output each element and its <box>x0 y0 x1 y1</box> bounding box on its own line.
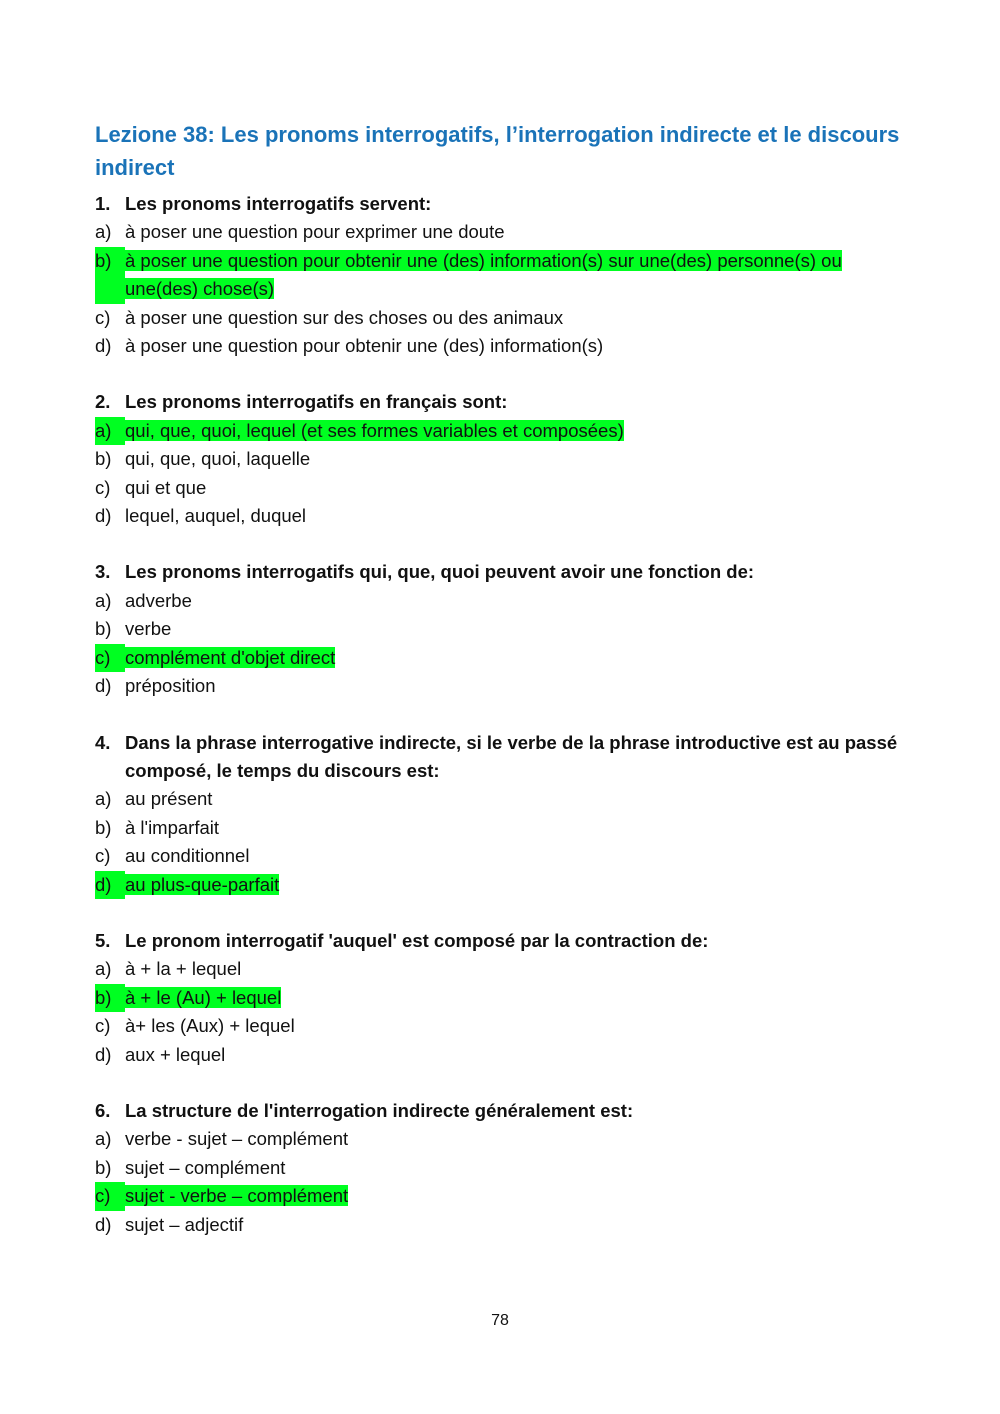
answer-text: verbe <box>125 618 172 640</box>
lesson-title: Lezione 38: Les pronoms interrogatifs, l’interrogation indirecte et le discours indirect <box>95 122 900 180</box>
answer-option-correct <box>95 1182 905 1210</box>
question-heading <box>95 558 905 586</box>
page-number: 78 <box>491 1312 509 1329</box>
answer-option <box>95 445 905 473</box>
answer-text: à + le (Au) + lequel <box>125 986 282 1008</box>
answer-option-correct <box>95 644 905 672</box>
answer-letter: d) <box>95 871 125 899</box>
answer-text: au conditionnel <box>125 845 250 867</box>
answer-option-correct <box>95 984 905 1012</box>
answer-text-wrap <box>125 1182 905 1210</box>
document-page <box>95 118 905 1267</box>
answer-option <box>95 304 905 332</box>
answer-letter: d) <box>95 1043 112 1065</box>
answer-text: complément d'objet direct <box>125 646 336 668</box>
answer-option <box>95 1012 905 1040</box>
answer-text-wrap <box>125 1154 905 1182</box>
answer-option <box>95 1125 905 1153</box>
answer-option <box>95 1154 905 1182</box>
question-number: 4. <box>95 731 111 753</box>
answer-text: à l'imparfait <box>125 816 220 838</box>
answer-text: à poser une question pour exprimer une doute <box>125 221 505 243</box>
question-heading <box>95 1097 905 1125</box>
answer-text: à poser une question pour obtenir une (des) information(s) <box>125 335 604 357</box>
answer-letter: b) <box>95 448 112 470</box>
answer-letter: b) <box>95 816 112 838</box>
question-4 <box>95 729 905 899</box>
answer-text: à poser une question sur des choses ou des animaux <box>125 306 564 328</box>
answer-text-wrap <box>125 474 905 502</box>
answer-text: qui, que, quoi, lequel (et ses formes variables et composées) <box>125 419 624 441</box>
answer-text-wrap <box>125 644 905 672</box>
answer-option <box>95 587 905 615</box>
answer-text-wrap <box>125 984 905 1012</box>
answer-option-correct <box>95 417 905 445</box>
answer-text-wrap <box>125 445 905 473</box>
answer-text-wrap <box>125 218 905 246</box>
answer-text: à+ les (Aux) + lequel <box>125 1015 295 1037</box>
answer-option <box>95 842 905 870</box>
answer-text: sujet – adjectif <box>125 1213 244 1235</box>
question-heading <box>95 190 905 218</box>
answer-letter: c) <box>95 845 111 867</box>
question-number: 2. <box>95 391 111 413</box>
answer-text-wrap <box>125 672 905 700</box>
answer-text-wrap <box>125 1125 905 1153</box>
answer-text-wrap <box>125 955 905 983</box>
question-heading <box>95 388 905 416</box>
answer-option <box>95 474 905 502</box>
answer-letter: d) <box>95 675 112 697</box>
answer-letter: a) <box>95 1128 112 1150</box>
answer-letter: b) <box>95 247 125 304</box>
answer-text-wrap <box>125 785 905 813</box>
answer-letter: a) <box>95 417 125 445</box>
question-text: Les pronoms interrogatifs en français sont: <box>125 391 508 413</box>
answer-option <box>95 785 905 813</box>
answer-letter: b) <box>95 618 112 640</box>
answer-text-wrap <box>125 615 905 643</box>
answer-letter: a) <box>95 221 112 243</box>
answer-text-wrap <box>125 332 905 360</box>
answer-text: lequel, auquel, duquel <box>125 505 307 527</box>
question-text: Les pronoms interrogatifs servent: <box>125 193 432 214</box>
answer-text-wrap <box>125 842 905 870</box>
answer-text-wrap <box>125 304 905 332</box>
question-5 <box>95 927 905 1069</box>
question-list <box>95 190 905 1239</box>
answer-option <box>95 672 905 700</box>
answer-letter: d) <box>95 1213 112 1235</box>
answer-option-correct <box>95 247 905 304</box>
answer-text-wrap <box>125 502 905 530</box>
answer-text-wrap <box>125 814 905 842</box>
question-number: 6. <box>95 1099 111 1121</box>
question-number: 5. <box>95 929 111 951</box>
answer-text-wrap <box>125 1041 905 1069</box>
answer-letter: c) <box>95 306 111 328</box>
answer-letter: b) <box>95 984 125 1012</box>
answer-text: qui et que <box>125 476 207 498</box>
answer-text: qui, que, quoi, laquelle <box>125 448 311 470</box>
answer-letter: b) <box>95 1156 112 1178</box>
answer-text-wrap <box>125 417 905 445</box>
question-text: Le pronom interrogatif 'auquel' est composé par la contraction de: <box>125 929 709 951</box>
answer-letter: c) <box>95 476 111 498</box>
question-text: La structure de l'interrogation indirecte généralement est: <box>125 1099 634 1121</box>
answer-text: adverbe <box>125 589 192 611</box>
answer-text: à poser une question pour obtenir une (des) information(s) sur une(des) personne(s) ou une(des) chose(s) <box>125 249 842 300</box>
answer-option <box>95 332 905 360</box>
answer-option <box>95 502 905 530</box>
answer-letter: c) <box>95 1182 125 1210</box>
answer-option <box>95 1041 905 1069</box>
answer-letter: c) <box>95 1015 111 1037</box>
answer-letter: a) <box>95 958 112 980</box>
question-3 <box>95 558 905 700</box>
answer-letter: d) <box>95 335 112 357</box>
answer-text: à + la + lequel <box>125 958 242 980</box>
answer-text-wrap <box>125 587 905 615</box>
answer-text: sujet – complément <box>125 1156 286 1178</box>
answer-text: au présent <box>125 788 213 810</box>
answer-text: préposition <box>125 675 216 697</box>
answer-option <box>95 814 905 842</box>
answer-text-wrap <box>125 247 905 304</box>
question-6 <box>95 1097 905 1239</box>
question-1 <box>95 190 905 360</box>
question-heading <box>95 729 905 786</box>
question-number: 1. <box>95 193 111 214</box>
answer-text-wrap <box>125 1211 905 1239</box>
answer-text: verbe - sujet – complément <box>125 1128 349 1150</box>
answer-letter: a) <box>95 788 112 810</box>
answer-text: aux + lequel <box>125 1043 226 1065</box>
answer-text: au plus-que-parfait <box>125 873 280 895</box>
answer-option <box>95 218 905 246</box>
answer-option <box>95 615 905 643</box>
answer-option-correct <box>95 871 905 899</box>
answer-option <box>95 1211 905 1239</box>
answer-option <box>95 955 905 983</box>
answer-letter: d) <box>95 505 112 527</box>
question-text: Dans la phrase interrogative indirecte, si le verbe de la phrase introductive est au passé composé, le temps du discours est: <box>125 731 898 781</box>
answer-text-wrap <box>125 871 905 899</box>
answer-letter: a) <box>95 589 112 611</box>
answer-letter: c) <box>95 644 125 672</box>
answer-text: sujet - verbe – complément <box>125 1185 349 1207</box>
question-heading <box>95 927 905 955</box>
question-number: 3. <box>95 561 111 583</box>
question-text: Les pronoms interrogatifs qui, que, quoi peuvent avoir une fonction de: <box>125 561 755 583</box>
answer-text-wrap <box>125 1012 905 1040</box>
question-2 <box>95 388 905 530</box>
